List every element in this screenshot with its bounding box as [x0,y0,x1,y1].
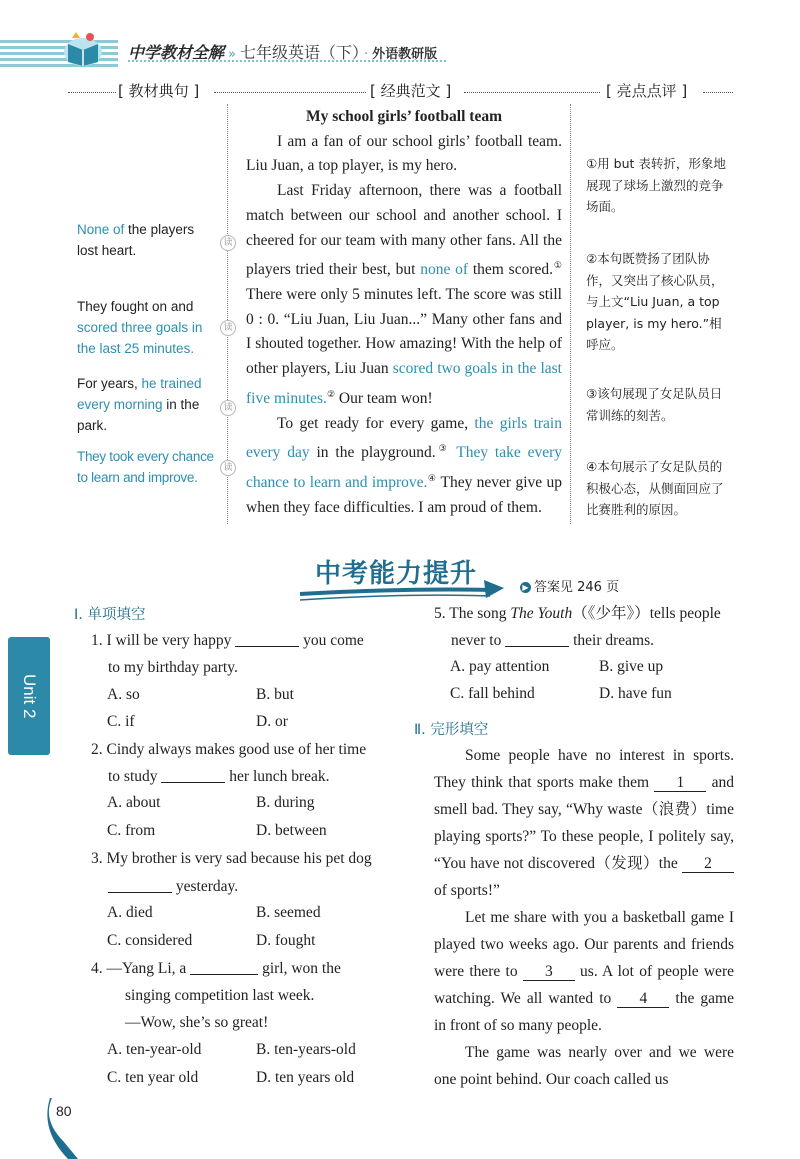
cloze-paragraph-1: Some people have no interest in sports. They think that sports make them 1 and smell bad. They say, “Why waste（浪费）time playing sports?” To these people, I politely say, “You have not discovered（发现）the 2 of sports!” [434,747,734,899]
section-label-model-essay: [ 经典范文 ] [370,82,452,100]
comment-1: ①用 but 表转折，形象地展现了球场上激烈的竞争场面。 [586,156,726,214]
comment-4: ④本句展示了女足队员的积极心态，从侧面回应了比赛胜利的原因。 [586,459,724,517]
option-a[interactable]: A. ten-year-old [107,1041,202,1058]
cloze-blank-3[interactable]: 3 [523,964,575,981]
chevron-separator-icon: » [228,47,236,62]
divider [703,92,733,93]
cloze-blank-2[interactable]: 2 [682,856,734,873]
answer-blank[interactable] [190,960,258,975]
question-2-line-2: to study her lunch break. [108,768,330,785]
option-d[interactable]: D. ten years old [256,1069,355,1086]
page-number: 80 [56,1103,72,1119]
read-marker-icon: 读 [220,320,236,336]
part-2-title: Ⅱ. 完形填空 [414,722,489,738]
section-banner-title: 中考能力提升 [315,559,478,589]
question-4-line-2: singing competition last week. [125,987,315,1004]
option-d[interactable]: D. fought [256,932,316,949]
option-d[interactable]: D. have fun [599,685,672,702]
model-essay [246,105,562,521]
read-marker-icon: 读 [220,235,236,251]
cloze-paragraph-3: The game was nearly over and we were one point behind. Our coach called us [434,1044,734,1088]
divider [464,92,600,93]
part-1-title: Ⅰ. 单项填空 [74,607,146,623]
section-label-highlights: [ 亮点点评 ] [606,82,688,100]
option-b[interactable]: B. ten-years-old [256,1041,356,1058]
option-c[interactable]: C. from [107,822,156,839]
cloze-passage [434,742,734,1093]
question-4: 4. —Yang Li, a girl, won the [91,960,341,977]
answer-blank[interactable] [161,768,225,783]
comment-3: ③该句展现了女足队员日常训练的刻苦。 [586,386,723,423]
option-a[interactable]: A. so [107,686,140,703]
answer-blank[interactable] [108,878,172,893]
unit-tab-label: Unit 2 [20,673,39,719]
note-sentence-2: They fought on and scored three goals in the last 25 minutes. [77,299,203,356]
comment-2: ②本句既赞扬了团队协作，又突出了核心队员，与上文“Liu Juan, a top player, is my hero.”相呼应。 [586,251,724,352]
option-c[interactable]: C. if [107,713,135,730]
page-corner-swoosh-icon [38,1090,88,1159]
question-1: 1. I will be very happy you come [91,632,364,649]
note-sentence-4: They took every chance to learn and improve. [77,449,214,485]
option-b[interactable]: B. but [256,686,294,703]
cloze-blank-1[interactable]: 1 [654,775,706,792]
note-sentence-3: For years, he trained every morning in the park. [77,376,202,433]
note-sentence-1: None of the players lost heart. [77,222,195,258]
answer-blank[interactable] [235,632,299,647]
read-marker-icon: 读 [220,460,236,476]
option-a[interactable]: A. died [107,904,153,921]
divider [68,92,116,93]
book-logo-icon [62,28,104,68]
column-divider-right [570,104,571,524]
series-name: 中学教材全解 [128,43,225,62]
answer-blank[interactable] [505,632,569,647]
section-label-textbook-sentences: [ 教材典句 ] [118,82,200,100]
divider [214,92,366,93]
option-b[interactable]: B. during [256,794,315,811]
option-d[interactable]: D. between [256,822,327,839]
option-a[interactable]: A. about [107,794,161,811]
header-underline [128,60,446,62]
dot-separator: · [364,47,369,62]
option-b[interactable]: B. give up [599,658,664,675]
essay-paragraph-2: Last Friday afternoon, there was a football match between our school and another school. I cheered for our team with many other fans. All the players tried their best, but none of them scored.① There were only 5 minutes left. The score was still 0 : 0. “Liu Juan, Liu Juan...” Many other fans and I shouted together. How amazing! With the help of other players, Liu Juan scored two goals in the last five minutes.② Our team won! [246,182,562,408]
question-4-line-3: —Wow, she’s so great! [125,1014,269,1031]
question-1-line-2: to my birthday party. [108,659,238,676]
option-b[interactable]: B. seemed [256,904,321,921]
answer-reference: ▶ 答案见 246 页 [520,576,619,595]
option-c[interactable]: C. ten year old [107,1069,199,1086]
book-name: 七年级英语（下） [239,43,360,62]
play-icon: ▶ [520,582,531,593]
option-a[interactable]: A. pay attention [450,658,550,675]
option-d[interactable]: D. or [256,713,288,730]
option-c[interactable]: C. considered [107,932,193,949]
read-marker-icon: 读 [220,400,236,416]
essay-paragraph-1: I am a fan of our school girls’ football team. Liu Juan, a top player, is my hero. [246,132,562,175]
cloze-paragraph-2: Let me share with you a basketball game I played two weeks ago. Our parents and friends were there to 3 us. A lot of people were watching. We all wanted to 4 the game in front of so many people. [434,909,734,1034]
question-5: 5. The song The Youth（《少年》）tells people [434,605,721,622]
publisher-name: 外语教研版 [372,47,438,62]
option-c[interactable]: C. fall behind [450,685,535,702]
question-3: 3. My brother is very sad because his pet dog [91,850,372,867]
essay-title: My school girls’ football team [305,108,502,125]
question-2: 2. Cindy always makes good use of her time [91,741,367,758]
unit-tab [8,637,50,755]
question-3-line-2: yesterday. [108,873,238,900]
cloze-blank-4[interactable]: 4 [617,991,669,1008]
question-5-line-2: never to their dreams. [451,632,655,649]
essay-paragraph-3: To get ready for every game, the girls train every day in the playground.③ They take every chance to learn and improve.④ They never give up when they face difficulties. I am proud of them. [246,414,563,517]
